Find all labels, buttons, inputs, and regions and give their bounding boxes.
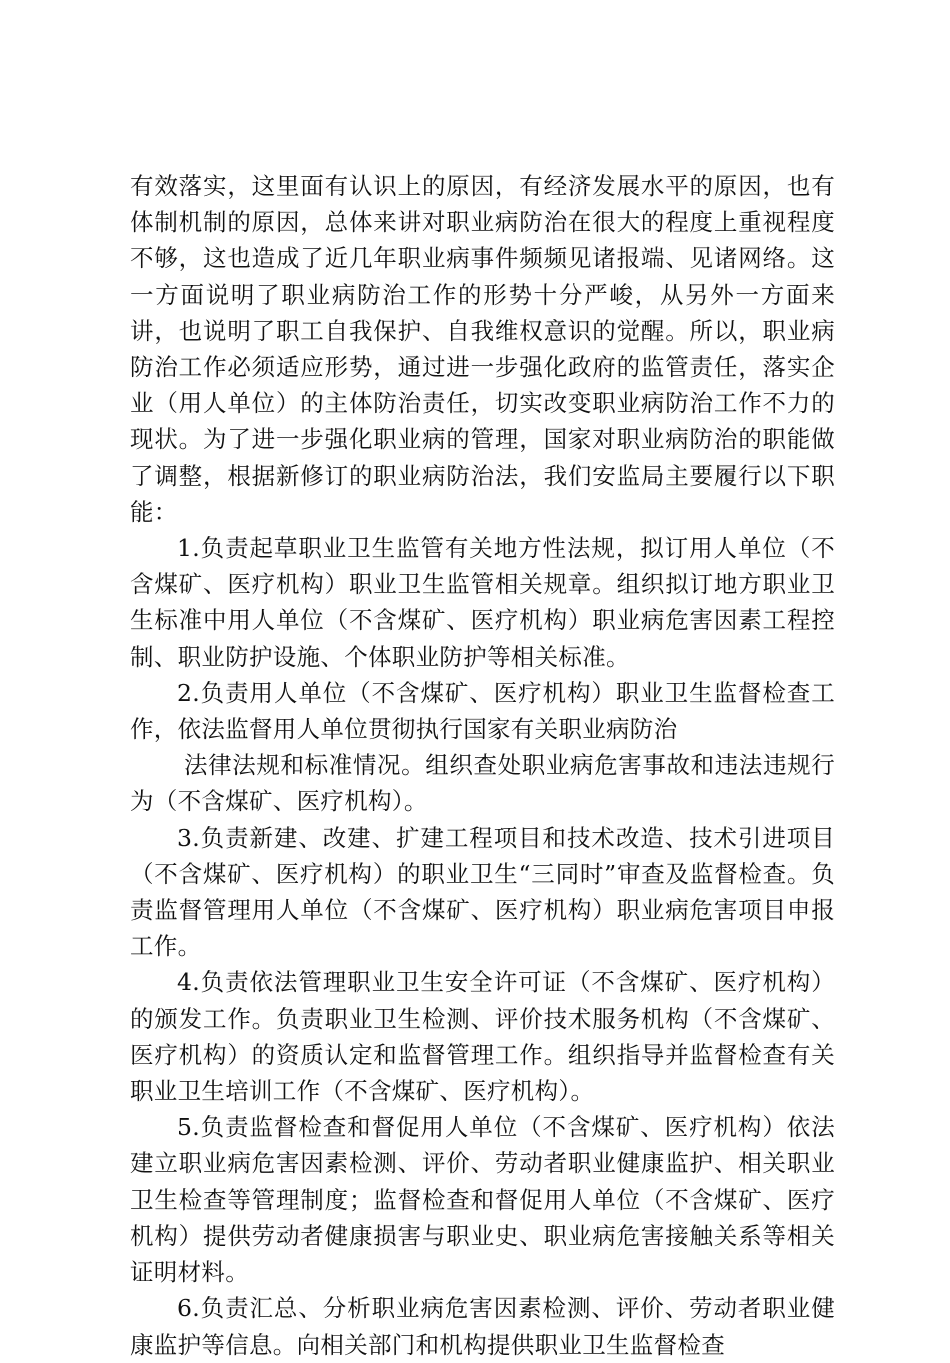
paragraph-item-2: 2.负责用人单位（不含煤矿、医疗机构）职业卫生监督检查工作，依法监督用人单位贯彻执行国家有关职业病防治: [130, 678, 835, 744]
paragraph-item-5: 5.负责监督检查和督促用人单位（不含煤矿、医疗机构）依法建立职业病危害因素检测、评价、劳动者职业健康监护、相关职业卫生检查等管理制度；监督检查和督促用人单位（不含煤矿、医疗机构）提供劳动者健康损害与职业史、职业病危害接触关系等相关证明材料。: [130, 1113, 835, 1287]
paragraph-item-6: 6.负责汇总、分析职业病危害因素检测、评价、劳动者职业健康监护等信息。向相关部门和机构提供职业卫生监督检查: [130, 1294, 835, 1359]
document-page: [130, 168, 835, 1363]
paragraph-item-2-continued: 法律法规和标准情况。组织查处职业病危害事故和违法违规行为（不含煤矿、医疗机构）。: [130, 751, 835, 816]
paragraph-item-4: 4.负责依法管理职业卫生安全许可证（不含煤矿、医疗机构）的颁发工作。负责职业卫生检测、评价技术服务机构（不含煤矿、医疗机构）的资质认定和监督管理工作。组织指导并监督检查有关职业卫生培训工作（不含煤矿、医疗机构）。: [130, 968, 835, 1106]
paragraph-item-1: 1.负责起草职业卫生监管有关地方性法规，拟订用人单位（不含煤矿、医疗机构）职业卫生监管相关规章。组织拟订地方职业卫生标准中用人单位（不含煤矿、医疗机构）职业病危害因素工程控制、职业防护设施、个体职业防护等相关标准。: [130, 534, 835, 671]
paragraph-intro: 有效落实，这里面有认识上的原因，有经济发展水平的原因，也有体制机制的原因，总体来讲对职业病防治在很大的程度上重视程度不够，这也造成了近几年职业病事件频频见诸报端、见诸网络。这一方面说明了职业病防治工作的形势十分严峻，从另外一方面来讲，也说明了职工自我保护、自我维权意识的觉醒。所以，职业病防治工作必须适应形势，通过进一步强化政府的监管责任，落实企业（用人单位）的主体防治责任，切实改变职业病防治工作不力的现状。为了进一步强化职业病的管理，国家对职业病防治的职能做了调整，根据新修订的职业病防治法，我们安监局主要履行以下职能：: [130, 172, 835, 526]
paragraph-item-3: 3.负责新建、改建、扩建工程项目和技术改造、技术引进项目（不含煤矿、医疗机构）的职业卫生“三同时”审查及监督检查。负责监督管理用人单位（不含煤矿、医疗机构）职业病危害项目申报工作。: [130, 823, 835, 961]
